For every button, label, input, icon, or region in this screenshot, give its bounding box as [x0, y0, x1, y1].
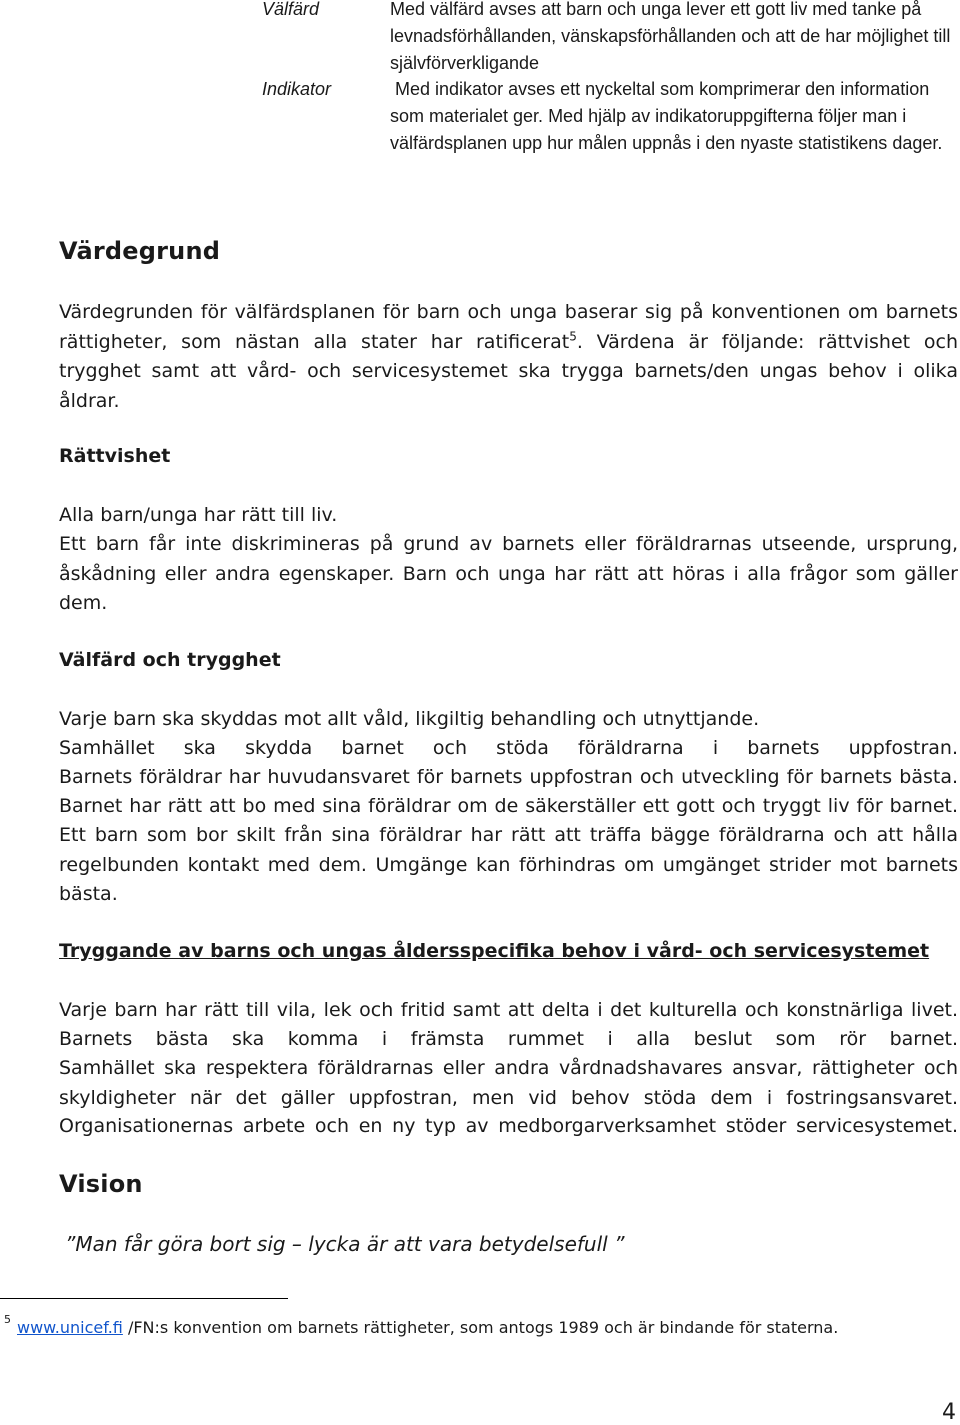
rattvishet-paragraph: Ett barn får inte diskrimineras på grund av barnets eller föräldrarnas utseende, ursprung, åskådning eller andra egenskaper. Barn och unga har rätt att höras i alla frågor som gäller dem. [59, 533, 958, 614]
footnote-text: /FN:s konvention om barnets rättigheter, som antogs 1989 och är bindande för staterna. [122, 1318, 839, 1337]
tryggande-paragraph: Samhället ska respektera föräldrarnas eller andra vårdnadshavares ansvar, rättigheter och skyldigheter när det gäller uppfostran, men vid behov stöda dem i fostringsansvaret. [59, 1057, 958, 1109]
definition-text: Med välfärd avses att barn och unga lever ett gott liv med tanke på levnadsförhållanden, vänskapsförhållanden och att de har möjlighet till självförverkligande [390, 0, 951, 73]
heading-tryggande: Tryggande av barns och ungas åldersspecifika behov i vård- och servicesystemet [59, 940, 930, 962]
page-number: 4 [942, 1400, 956, 1425]
heading-vardegrund: Värdegrund [59, 237, 221, 265]
valfard-line: Varje barn ska skyddas mot allt våld, likgiltig behandling och utnyttjande. [59, 708, 760, 730]
tryggande-line: Organisationernas arbete och en ny typ av medborgarverksamhet stöder servicesystemet. [59, 1115, 958, 1137]
valfard-line: Samhället ska skydda barnet och stöda föräldrarna i barnets uppfostran. [59, 737, 958, 759]
footnote-reference[interactable]: 5 [569, 329, 577, 344]
heading-vision: Vision [59, 1170, 143, 1198]
valfard-line: Barnet har rätt att bo med sina föräldrar om de säkerställer ett gott och tryggt liv för barnet. [59, 795, 958, 817]
rattvishet-line: Alla barn/unga har rätt till liv. [59, 504, 338, 526]
tryggande-line: Barnets bästa ska komma i främsta rummet i alla beslut som rör barnet. [59, 1028, 958, 1050]
vision-quote: ”Man får göra bort sig – lycka är att vara betydelsefull ” [65, 1232, 625, 1256]
footnote-divider [0, 1298, 288, 1299]
valfard-paragraph: Ett barn som bor skilt från sina föräldrar har rätt att träffa bägge föräldrarna och att hålla regelbunden kontakt med dem. Umgänge kan förhindras om umgänget strider mot barnets bästa. [59, 824, 958, 905]
definition-text: Med indikator avses ett nyckeltal som komprimerar den information som materialet ger. Med hjälp av indikatoruppgifterna följer man i välfärdsplanen upp hur målen uppnås i den nyaste statistikens dager. [390, 79, 943, 153]
heading-rattvishet: Rättvishet [59, 445, 171, 467]
vardegrund-intro [59, 298, 958, 416]
definition-term: Välfärd [262, 0, 320, 19]
footnote-link[interactable]: www.unicef.fi [17, 1318, 123, 1337]
heading-valfard-trygghet: Välfärd och trygghet [59, 649, 281, 671]
intro-text-part1: Värdegrunden för välfärdsplanen för barn och unga baserar sig på konventionen om barnets rättigheter, som nästan alla stater har ratificerat [59, 301, 958, 353]
footnote-mark: 5 [4, 1312, 11, 1326]
footnote [4, 1312, 839, 1337]
valfard-line: Barnets föräldrar har huvudansvaret för barnets uppfostran och utveckling för barnets bästa. [59, 766, 958, 788]
definition-term: Indikator [262, 79, 332, 99]
intro-text-part2: . Värdena är följande: rättvishet och trygghet samt att vård- och servicesystemet ska trygga barnets/den ungas behov i olika åldrar. [59, 330, 958, 412]
tryggande-line: Varje barn har rätt till vila, lek och fritid samt att delta i det kulturella och konstnärliga livet. [59, 999, 958, 1021]
